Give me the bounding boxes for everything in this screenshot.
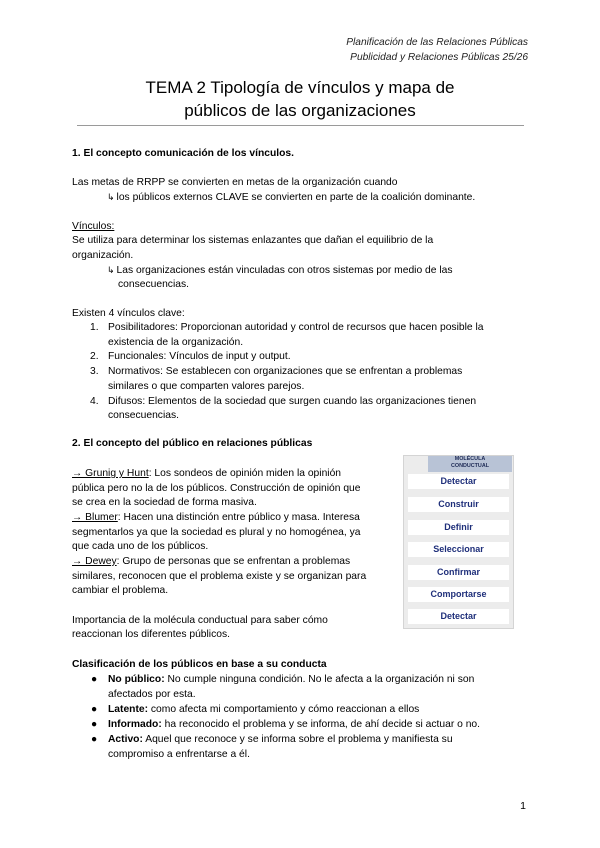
molecula-conductual-figure [403, 455, 514, 629]
bullet-no-publico-cont: afectados por esta. [108, 689, 196, 700]
molecule-step-confirmar: Confirmar [408, 565, 509, 580]
vinculos-text-2: organización. [72, 250, 134, 261]
dewey-label: → Dewey [72, 556, 117, 567]
return-arrow-icon: ↳ [107, 192, 115, 202]
molecule-step-comportarse: Comportarse [408, 587, 509, 602]
list-item-difusos: Difusos: Elementos de la sociedad que surgen cuando las organizaciones tienen [108, 396, 477, 407]
bullet-icon: ● [91, 674, 98, 685]
grunig-line-3: se crea en la sociedad de forma masiva. [72, 497, 257, 508]
list-item-normativos: Normativos: Se establecen con organizaciones que se enfrentan a problemas [108, 366, 463, 377]
vinculos-text-1: Se utiliza para determinar los sistemas enlazantes que dañan el equilibrio de la [72, 235, 434, 246]
list-item-normativos-cont: similares o que comparten valores parejos. [108, 381, 305, 392]
bullet-activo: Activo: Aquel que reconoce y se informa sobre el problema y manifiesta su [108, 734, 453, 745]
molecule-step-seleccionar: Seleccionar [408, 542, 509, 557]
bullet-icon: ● [91, 734, 98, 745]
vinculos-label: Vínculos: [72, 221, 115, 232]
grunig-line-2: pública pero no la de los públicos. Construcción de opinión que [72, 483, 361, 494]
header-course: Planificación de las Relaciones Públicas [346, 37, 528, 48]
dewey-line-3: cambiar el problema. [72, 585, 169, 596]
classification-heading: Clasificación de los públicos en base a su conducta [72, 659, 327, 670]
grunig-paragraph: → Grunig y Hunt: Los sondeos de opinión miden la opinión [72, 468, 342, 479]
section-2-heading: 2. El concepto del público en relaciones públicas [72, 438, 313, 449]
molecule-step-detectar: Detectar [408, 474, 509, 489]
molecule-step-construir: Construir [408, 497, 509, 512]
section-1-heading: 1. El concepto comunicación de los vínculos. [72, 148, 295, 159]
list-item-difusos-cont: consecuencias. [108, 410, 179, 421]
bullet-icon: ● [91, 719, 98, 730]
list-item-posibilitadores: Posibilitadores: Proporcionan autoridad y control de recursos que hacen posible la [108, 322, 484, 333]
blumer-line-2: segmentarlos ya que la sociedad es plural y no homogénea, ya [72, 527, 361, 538]
importance-line-2: reaccionan los diferentes públicos. [72, 629, 230, 640]
return-arrow-icon: ↳ [107, 265, 115, 275]
title-line-2: públicos de las organizaciones [184, 100, 416, 120]
bullet-no-publico: No público: No cumple ninguna condición. No le afecta a la organización ni son [108, 674, 475, 685]
bullet-activo-cont: compromiso a enfrentarse a él. [108, 749, 250, 760]
importance-line-1: Importancia de la molécula conductual para saber cómo [72, 615, 328, 626]
molecule-step-definir: Definir [408, 520, 509, 535]
bullet-informado: Informado: ha reconocido el problema y se informa, de ahí decide si actuar o no. [108, 719, 481, 730]
clave-intro: Existen 4 vínculos clave: [72, 308, 185, 319]
title-line-1: TEMA 2 Tipología de vínculos y mapa de [145, 78, 455, 97]
vinculos-sub-1: ↳ Las organizaciones están vinculadas con otros sistemas por medio de las [107, 265, 453, 276]
list-item-number: 2. [90, 351, 99, 362]
grunig-label: → Grunig y Hunt [72, 468, 149, 479]
bullet-latente: Latente: como afecta mi comportamiento y cómo reaccionan a ellos [108, 704, 420, 715]
molecule-title: MOLÉCULA CONDUCTUAL [428, 456, 512, 472]
dewey-paragraph: → Dewey: Grupo de personas que se enfrentan a problemas [72, 556, 351, 567]
list-item-number: 4. [90, 396, 99, 407]
vinculos-sub-2: consecuencias. [118, 279, 189, 290]
title-divider [77, 125, 524, 126]
molecule-step-detectar-final: Detectar [408, 609, 509, 624]
bullet-icon: ● [91, 704, 98, 715]
page-number: 1 [520, 800, 526, 812]
dewey-line-2: similares, reconocen que el problema existe y se organizan para [72, 571, 367, 582]
header-program: Publicidad y Relaciones Públicas 25/26 [350, 52, 528, 63]
list-item-funcionales: Funcionales: Vínculos de input y output. [108, 351, 291, 362]
list-item-number: 1. [90, 322, 99, 333]
list-item-posibilitadores-cont: existencia de la organización. [108, 337, 244, 348]
section-1-intro: Las metas de RRPP se convierten en metas de la organización cuando [72, 177, 398, 188]
blumer-line-3: que cada uno de los públicos. [72, 541, 209, 552]
section-1-intro-sub: ↳ los públicos externos CLAVE se convierten en parte de la coalición dominante. [107, 192, 476, 203]
blumer-paragraph: → Blumer: Hacen una distinción entre público y masa. Interesa [72, 512, 360, 523]
page-title [72, 77, 528, 122]
blumer-label: → Blumer [72, 512, 118, 523]
list-item-number: 3. [90, 366, 99, 377]
